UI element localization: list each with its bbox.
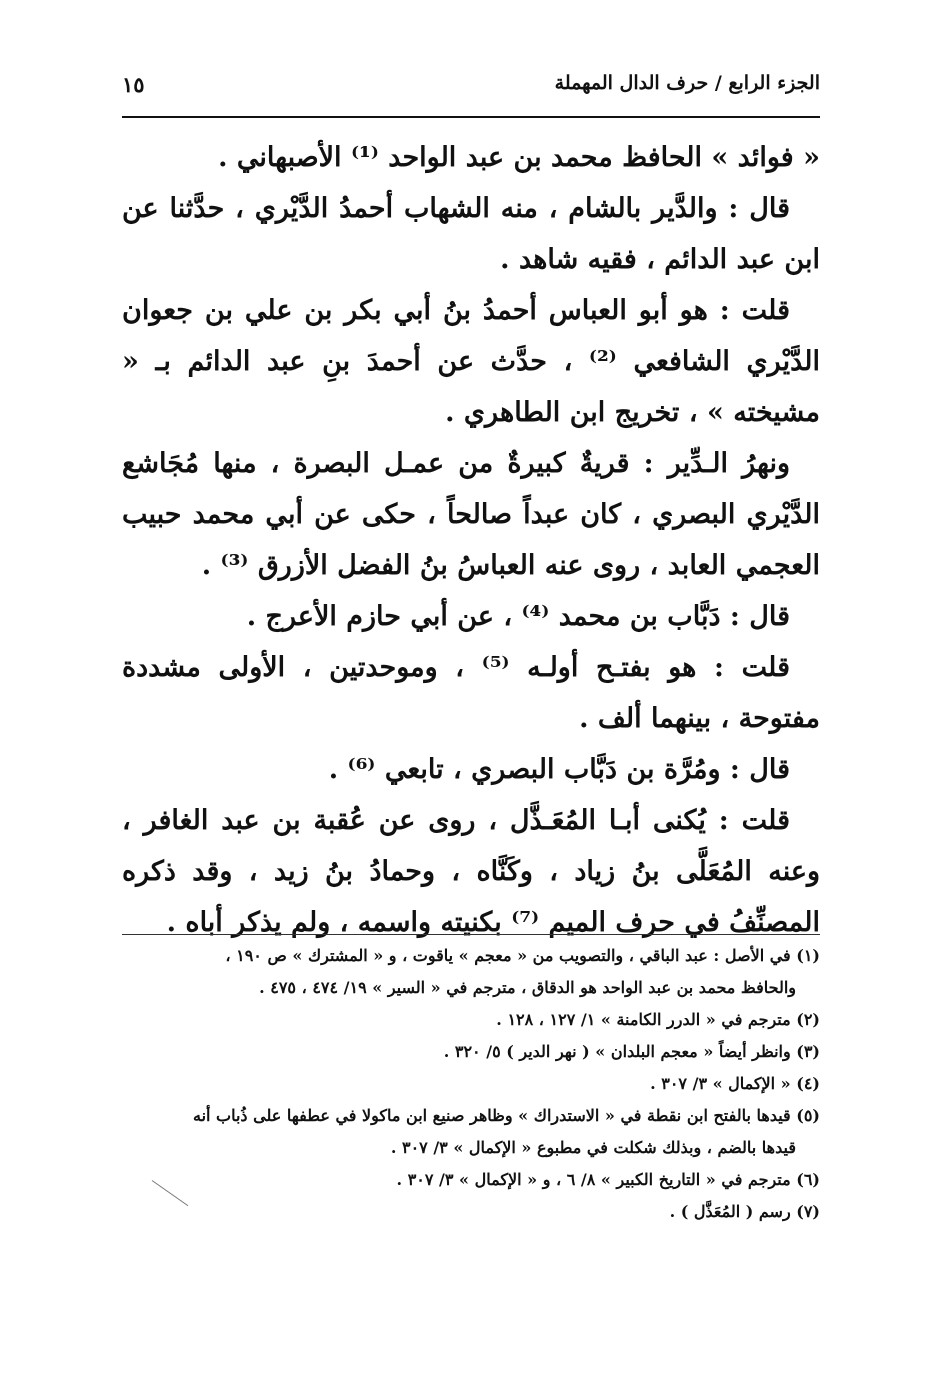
header-rule bbox=[122, 116, 820, 118]
paragraph: « فوائد » الحافظ محمد بن عبد الواحد ⁽¹⁾ الأصبهاني . bbox=[218, 142, 820, 173]
paragraph: قلت : يُكنى أبـا المُعَـذَّل ، روى عن عُقبة بن عبد الغافر ، وعنه المُعَلَّى بنُ زياد ، وكَنَّاه ، وحمادُ بنُ زيد ، وقد ذكره المصنِّفُ في حرف الميم ⁽⁷⁾ بكنيته واسمه ، ولم يذكر أباه . bbox=[122, 805, 820, 938]
page-header bbox=[122, 70, 820, 110]
paragraph: قال : والدَّير بالشام ، منه الشهاب أحمدُ الدَّيْري ، حدَّثنا عن ابن عبد الدائم ، فقيه شاهد . bbox=[122, 193, 820, 275]
footnote: (٣) وانظر أيضاً « معجم البلدان » ( نهر الدير ) ٥/ ٣٢٠ . bbox=[443, 1042, 820, 1061]
paragraph: قال : ومُرَّة بن دَبَّاب البصري ، تابعي ⁽⁶⁾ . bbox=[328, 754, 790, 785]
footnote-continuation: قيدها بالضم ، وبذلك شكلت في مطبوع « الإكمال » ٣/ ٣٠٧ . bbox=[390, 1138, 796, 1157]
paragraph: قال : دَبَّاب بن محمد ⁽⁴⁾ ، عن أبي حازم الأعرج . bbox=[246, 601, 790, 632]
footnote: (٢) مترجم في « الدرر الكامنة » ١/ ١٢٧ ، ١٢٨ . bbox=[496, 1010, 820, 1029]
page-number: ١٥ bbox=[122, 72, 145, 97]
paragraph: قلت : هو بفتـح أولـه ⁽⁵⁾ ، وموحدتين ، الأولى مشددة مفتوحة ، بينهما ألف . bbox=[122, 652, 820, 734]
main-text bbox=[122, 132, 820, 948]
running-head: الجزء الرابع / حرف الدال المهملة bbox=[554, 72, 820, 94]
footnote-continuation: والحافظ محمد بن عبد الواحد هو الدقاق ، مترجم في « السير » ١٩/ ٤٧٤ ، ٤٧٥ . bbox=[259, 978, 796, 997]
paragraph: ونهرُ الـدِّير : قريةٌ كبيرةٌ من عمـل البصرة ، منها مُجَاشع الدَّيْري البصري ، كان عبداً صالحاً ، حكى عن أبي محمد حبيب العجمي العابد ، روى عنه العباسُ بنُ الفضل الأزرق ⁽³⁾ . bbox=[122, 448, 820, 581]
footnote: (٧) رسم ( المُعَذَّل ) . bbox=[669, 1202, 820, 1221]
footnotes bbox=[122, 940, 820, 1228]
footnote: (٦) مترجم في « التاريخ الكبير » ٨/ ٦ ، و « الإكمال » ٣/ ٣٠٧ . bbox=[396, 1170, 820, 1189]
paragraph: قلت : هو أبو العباس أحمدُ بنُ أبي بكر بن علي بن جعوان الدَّيْري الشافعي ⁽²⁾ ، حدَّث عن أحمدَ بنِ عبد الدائم بـ « مشيخته » ، تخريج ابن الطاهري . bbox=[122, 295, 820, 428]
footnote: (٤) « الإكمال » ٣/ ٣٠٧ . bbox=[650, 1074, 820, 1093]
footnote-rule bbox=[122, 934, 820, 935]
footnote: (١) في الأصل : عبد الباقي ، والتصويب من « معجم » ياقوت ، و « المشترك » ص ١٩٠ ، bbox=[225, 946, 820, 965]
footnote: (٥) قيدها بالفتح ابن نقطة في « الاستدراك » وظاهر صنيع ابن ماكولا في عطفها على ذُباب أنه bbox=[192, 1106, 820, 1125]
